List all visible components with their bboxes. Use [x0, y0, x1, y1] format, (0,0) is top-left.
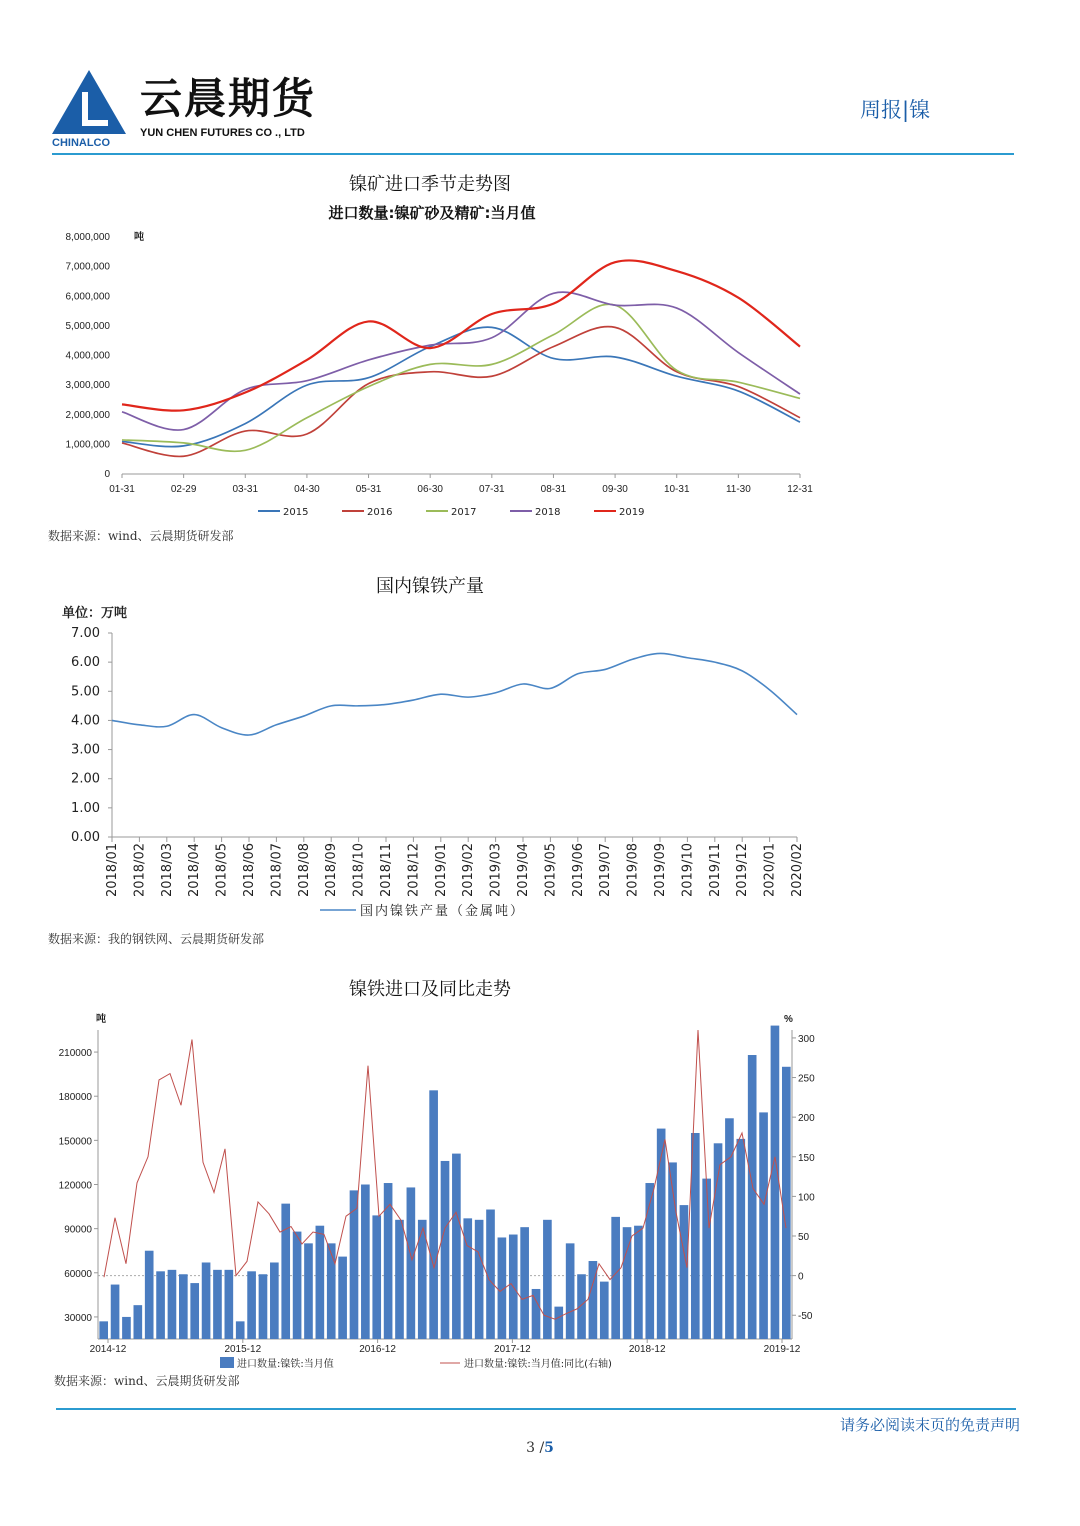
chart2-x-tick: 2019/05 [543, 843, 559, 898]
chart3-y2-tick: 200 [798, 1113, 815, 1125]
chart2-x-tick: 2019/01 [433, 843, 449, 898]
chart1-y-tick: 0 [104, 469, 110, 480]
chart3-y-tick: 150000 [58, 1136, 92, 1148]
chart2-x-tick: 2018/04 [187, 843, 203, 898]
chart3-bar [759, 1112, 768, 1339]
chart3-bar [714, 1143, 723, 1339]
chart2-x-tick: 2019/12 [735, 843, 751, 898]
chart2-x-tick: 2019/09 [653, 843, 668, 898]
chart1-y-label: 吨 [134, 232, 144, 243]
page-number: 3 /5 [526, 1440, 554, 1456]
chart3-y-tick: 210000 [58, 1048, 92, 1060]
chart3-bar [407, 1187, 416, 1339]
chart3-bar [236, 1321, 245, 1339]
chart3-x-tick: 2019-12 [763, 1344, 801, 1355]
chart1-x-tick: 12-31 [787, 484, 813, 495]
chart2-x-tick: 2018/06 [242, 843, 257, 898]
chart2-x-tick: 2019/06 [570, 843, 586, 898]
chart1-x-tick: 08-31 [540, 484, 567, 495]
chart2-x-tick: 2020/01 [762, 843, 778, 898]
chart3-bar [532, 1289, 541, 1339]
chart1-legend-2017: 2017 [451, 507, 477, 518]
chart2-y-tick: 2.00 [71, 771, 100, 787]
chart2-x-tick: 2020/02 [790, 843, 805, 898]
chart2-x-tick: 2018/02 [132, 843, 148, 898]
chart3-bar [270, 1262, 279, 1339]
chart3-y2-tick: 250 [798, 1073, 815, 1085]
chart3-y-tick: 30000 [64, 1312, 92, 1324]
chart3-bar [259, 1274, 268, 1339]
chart3-bar [304, 1243, 313, 1339]
chart3-bar [623, 1227, 632, 1339]
chart3-bar [145, 1251, 154, 1339]
chart2-source: 数据来源：我的钢铁网、云晨期货研发部 [48, 932, 265, 946]
disclaimer-link[interactable]: 请务必阅读末页的免责声明 [839, 1416, 1020, 1434]
chart3-x-tick: 2018-12 [628, 1344, 666, 1355]
chart3-bar [179, 1274, 188, 1339]
chart3-y2-label: % [784, 1014, 793, 1025]
chart3-bar [680, 1205, 689, 1339]
chart2-x-tick: 2018/08 [296, 843, 312, 898]
chart2-x-tick: 2018/05 [214, 843, 230, 898]
chart2-x-tick: 2019/07 [598, 843, 614, 898]
chart2-y-tick: 4.00 [71, 713, 100, 729]
chart3-legend-bar: 进口数量:镍铁:当月值 [237, 1359, 334, 1370]
chart3-bar [225, 1270, 234, 1339]
chart3-y-tick: 180000 [58, 1092, 92, 1104]
chart1-subtitle: 进口数量:镍矿砂及精矿:当月值 [328, 204, 536, 222]
chart2-x-tick: 2019/08 [625, 843, 641, 898]
chart3-bar [475, 1220, 484, 1339]
chart3-bar [600, 1282, 609, 1339]
chart3-y2-tick: 300 [798, 1033, 815, 1045]
chart1-series-2019 [122, 260, 800, 410]
chart2-x-tick: 2018/03 [159, 843, 175, 898]
chart3-bar [247, 1271, 256, 1339]
chart3-bar [429, 1090, 438, 1339]
chart2-x-tick: 2018/01 [105, 843, 120, 898]
chart3-bar [634, 1226, 643, 1339]
chart3-bar [611, 1217, 620, 1339]
chart2-x-tick: 2018/09 [324, 843, 340, 898]
chart2-x-tick: 2019/03 [488, 843, 504, 898]
chart3-bar [657, 1129, 666, 1339]
chart1-x-tick: 02-29 [170, 484, 197, 495]
chart3-bar [133, 1305, 142, 1339]
chart3-x-tick: 2017-12 [494, 1344, 531, 1355]
chart2-legend-label: 国内镍铁产量（金属吨） [360, 904, 526, 919]
chart3-bar [554, 1307, 563, 1339]
chart1-legend-2019: 2019 [619, 507, 645, 518]
chart2-title: 国内镍铁产量 [376, 576, 484, 597]
chart3-bar [327, 1243, 336, 1339]
chart2-y-label: 单位：万吨 [62, 606, 128, 621]
chart2-x-tick: 2018/11 [379, 843, 394, 898]
chart2-x-tick: 2018/10 [351, 843, 367, 898]
chart1-y-tick: 5,000,000 [65, 320, 110, 332]
chart3-bar [577, 1274, 586, 1339]
chart3-y2-tick: -50 [798, 1311, 813, 1323]
chart1-x-tick: 03-31 [232, 484, 259, 495]
chart1-plot [40, 225, 830, 525]
chart1-x-tick: 07-31 [479, 484, 505, 495]
chart1-title: 镍矿进口季节走势图 [349, 174, 511, 195]
chart3-y-tick: 120000 [58, 1180, 92, 1192]
chart3-bar [293, 1232, 302, 1339]
chart3-bar [168, 1270, 177, 1339]
chart3-y2-tick: 100 [798, 1192, 815, 1204]
chart3-bar [99, 1321, 108, 1339]
brand-name: CHINALCO [52, 137, 111, 149]
chart3-bar [463, 1218, 472, 1339]
chart3-y-tick: 90000 [64, 1224, 92, 1236]
chart3-bar [213, 1270, 222, 1339]
chart3-y-label: 吨 [96, 1014, 106, 1025]
chart2-y-tick: 3.00 [71, 742, 100, 758]
chart3-bar [520, 1227, 529, 1339]
chart3-x-tick: 2016-12 [359, 1344, 396, 1355]
chart3-bar [316, 1226, 325, 1339]
chart3-legend-line: 进口数量:镍铁:当月值:同比(右轴) [464, 1359, 612, 1370]
chart3-bar [748, 1055, 757, 1339]
chart3-y-tick: 60000 [64, 1268, 92, 1280]
chart3-bar [395, 1220, 404, 1339]
chart2-y-tick: 0.00 [71, 830, 100, 845]
chart3-plot [40, 1005, 840, 1375]
chart3-bar [281, 1204, 290, 1339]
chart2-x-tick: 2018/12 [406, 843, 422, 898]
chart3-bar [202, 1262, 211, 1339]
chart1-x-tick: 09-30 [602, 484, 628, 495]
chart3-bar [156, 1271, 165, 1339]
chart3-bar [543, 1220, 552, 1339]
report-type: 周报|镍 [860, 98, 931, 122]
chart3-bar [372, 1215, 381, 1339]
chart1-legend-2015: 2015 [283, 507, 309, 518]
chart1-series-2016 [122, 327, 800, 457]
chart2-x-tick: 2019/02 [461, 843, 477, 898]
chart1-y-tick: 4,000,000 [65, 350, 110, 362]
chinalco-logo-icon [52, 70, 126, 134]
chart1-y-tick: 2,000,000 [65, 409, 110, 421]
chart2-x-tick: 2018/07 [269, 843, 285, 898]
chart1-legend-2016: 2016 [367, 507, 393, 518]
chart1-series-2017 [122, 304, 800, 451]
chart3-bar [566, 1243, 575, 1339]
chart3-bar [361, 1185, 370, 1340]
chart1-y-tick: 8,000,000 [65, 232, 110, 243]
chart2-x-tick: 2019/04 [516, 843, 531, 898]
chart2-y-tick: 7.00 [71, 626, 100, 641]
chart3-bar [111, 1285, 120, 1339]
chart2-plot [40, 598, 830, 928]
chart3-bar [122, 1317, 131, 1339]
chart3-bar [338, 1257, 347, 1339]
chart3-bar [771, 1026, 780, 1339]
footer-divider [56, 1408, 1016, 1410]
chart1-y-tick: 1,000,000 [65, 439, 110, 451]
chart2-y-tick: 6.00 [71, 655, 100, 671]
chart3-x-tick: 2014-12 [89, 1344, 127, 1355]
chart1-x-tick: 04-30 [294, 484, 320, 495]
chart1-x-tick: 01-31 [109, 484, 135, 495]
chart3-bar [782, 1067, 791, 1339]
chart3-source: 数据来源：wind、云晨期货研发部 [54, 1374, 240, 1388]
chart3-legend-bar-swatch [220, 1357, 234, 1368]
chart3-bar [452, 1154, 461, 1339]
chart2-y-tick: 1.00 [71, 800, 100, 816]
chart1-y-tick: 6,000,000 [65, 291, 110, 303]
company-name-cn: 云晨期货 [140, 74, 317, 123]
chart3-bar [736, 1139, 745, 1339]
chart1-y-tick: 3,000,000 [65, 380, 110, 392]
chart2-x-tick: 2019/11 [707, 843, 723, 898]
chart1-x-tick: 05-31 [355, 484, 382, 495]
chart3-bar [702, 1179, 711, 1339]
company-name-en: YUN CHEN FUTURES CO ., LTD [140, 127, 305, 139]
chart2-series-line [112, 653, 797, 735]
chart1-source: 数据来源：wind、云晨期货研发部 [48, 529, 234, 543]
chart3-y2-tick: 50 [798, 1232, 810, 1243]
chart3-bar [645, 1183, 654, 1339]
chart1-series-2015 [122, 327, 800, 446]
chart1-x-tick: 10-31 [663, 484, 690, 495]
chart1-series-2018 [122, 292, 800, 430]
chart3-bar [486, 1210, 495, 1339]
chart1-legend-2018: 2018 [535, 507, 561, 518]
chart2-x-tick: 2019/10 [680, 843, 696, 898]
chart3-title: 镍铁进口及同比走势 [349, 979, 511, 1000]
chart3-y2-tick: 0 [798, 1271, 804, 1283]
chart3-y2-tick: 150 [798, 1152, 815, 1164]
header-divider [52, 153, 1014, 155]
chart3-bar [725, 1118, 734, 1339]
chart2-y-tick: 5.00 [71, 684, 100, 700]
chart3-bar [190, 1283, 199, 1339]
chart1-x-tick: 11-30 [725, 484, 751, 495]
chart3-x-tick: 2015-12 [224, 1344, 262, 1355]
chart3-bar [441, 1161, 450, 1339]
chart1-x-tick: 06-30 [417, 484, 443, 495]
chart1-y-tick: 7,000,000 [65, 261, 110, 273]
